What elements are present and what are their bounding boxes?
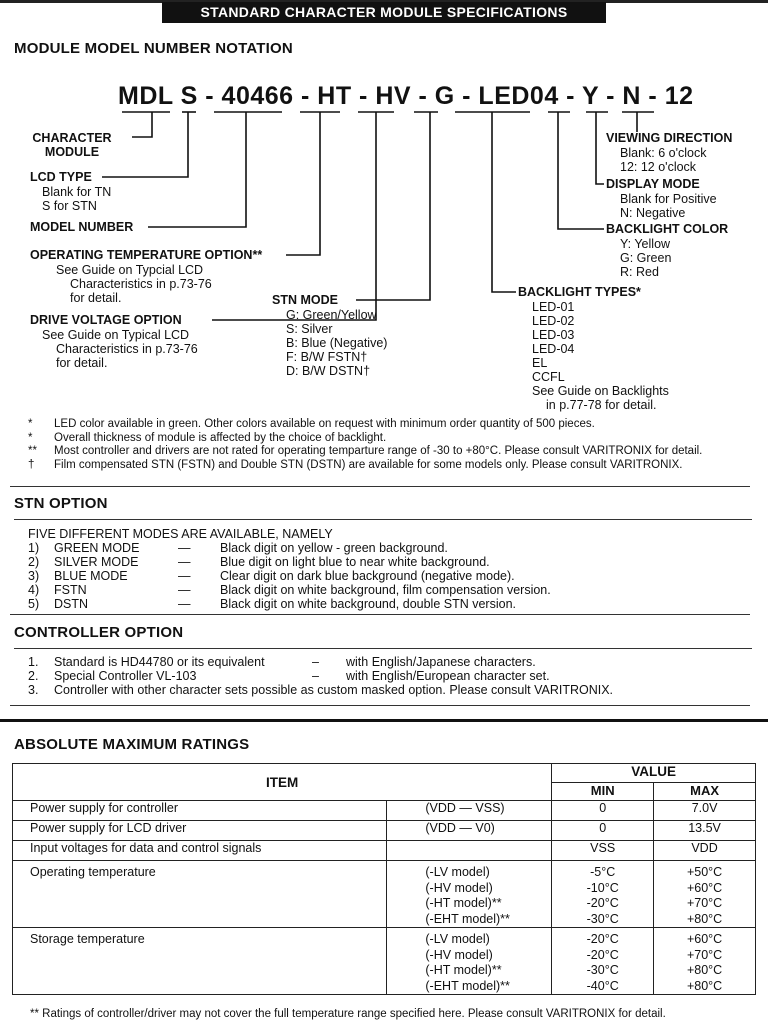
table-row: Storage temperature (-LV model) (-HV model) (-HT model)** (-EHT model)** -20°C -20°C -30°C -40°C +60°C +70°C +80°C +80°C <box>13 928 756 995</box>
footnote: * Overall thickness of module is affected by the choice of backlight. <box>28 431 387 444</box>
table-row: Input voltages for data and control signals VSS VDD <box>13 841 756 861</box>
stn-option-heading: STN OPTION <box>14 495 108 512</box>
table-row: Power supply for controller (VDD — VSS) 0 7.0V <box>13 801 756 821</box>
list-item: 4) FSTN — Black digit on white background, film compensation version. <box>28 583 551 597</box>
footnote: † Film compensated STN (FSTN) and Double STN (DSTN) are available for some models only. Please consult VARITRONIX. <box>28 458 683 471</box>
footnote: * LED color available in green. Other colors available on request with minimum order quantity of 500 pieces. <box>28 418 595 430</box>
character-module-label: CHARACTER MODULE <box>32 131 112 159</box>
lcd-type-block: LCD TYPE Blank for TN S for STN <box>30 170 112 213</box>
op-temp-block: OPERATING TEMPERATURE OPTION** See Guide on Typcial LCD Characteristics in p.73-76 for detail. <box>30 248 263 305</box>
section-rule <box>0 719 768 722</box>
controller-option-heading: CONTROLLER OPTION <box>14 624 184 641</box>
page-banner: STANDARD CHARACTER MODULE SPECIFICATIONS <box>162 2 606 23</box>
header-min: MIN <box>552 782 654 801</box>
table-row: Power supply for LCD driver (VDD — V0) 0 13.5V <box>13 821 756 841</box>
drive-voltage-block: DRIVE VOLTAGE OPTION See Guide on Typical LCD Characteristics in p.73-76 for detail. <box>30 313 198 370</box>
model-number-label: MODEL NUMBER <box>30 220 134 234</box>
header-value: VALUE <box>552 764 756 783</box>
divider <box>14 519 752 520</box>
footnote: ** Most controller and drivers are not rated for operating temparture range of -30 to +80°C. Please consult VARITRONIX for detail. <box>28 445 703 457</box>
list-item: 5) DSTN — Black digit on white background, double STN version. <box>28 597 516 611</box>
controller-list <box>28 655 748 697</box>
list-item: 2. Special Controller VL-103 – with English/European character set. <box>28 669 550 683</box>
stn-mode-list <box>28 541 748 611</box>
backlight-color-block: BACKLIGHT COLOR Y: Yellow G: Green R: Red <box>606 222 729 279</box>
list-item: 3) BLUE MODE — Clear digit on dark blue background (negative mode). <box>28 569 515 583</box>
notation-footnotes <box>28 418 740 471</box>
table-row: Operating temperature (-LV model) (-HV model) (-HT model)** (-EHT model)** -5°C -10°C -20°C -30°C +50°C +60°C +70°C +80°C <box>13 861 756 928</box>
ratings-footnote: ** Ratings of controller/driver may not cover the full temperature range specified here. Please consult VARITRONIX for detail. <box>30 1008 666 1020</box>
header-item: ITEM <box>13 764 552 801</box>
list-item: 2) SILVER MODE — Blue digit on light blue to near white background. <box>28 555 490 569</box>
notation-heading: MODULE MODEL NUMBER NOTATION <box>14 40 293 57</box>
ratings-table <box>12 763 756 995</box>
list-item: 1. Standard is HD44780 or its equivalent – with English/Japanese characters. <box>28 655 536 669</box>
divider <box>14 648 752 649</box>
list-item: 3. Controller with other character sets possible as custom masked option. Please consult VARITRONIX. <box>28 683 614 697</box>
divider <box>10 614 750 615</box>
stn-option-intro: FIVE DIFFERENT MODES ARE AVAILABLE, NAMELY <box>28 527 333 541</box>
viewing-direction-block: VIEWING DIRECTION Blank: 6 o'clock 12: 12 o'clock <box>606 131 733 174</box>
display-mode-block: DISPLAY MODE Blank for Positive N: Negative <box>606 177 717 220</box>
backlight-types-block: BACKLIGHT TYPES* LED-01 LED-02 LED-03 LED-04 EL CCFL See Guide on Backlights in p.77-78 for detail. <box>518 285 669 412</box>
divider <box>10 705 750 706</box>
divider <box>10 486 750 487</box>
list-item: 1) GREEN MODE — Black digit on yellow - green background. <box>28 541 448 555</box>
model-string: MDL S - 40466 - HT - HV - G - LED04 - Y - N - 12 <box>118 82 694 110</box>
stn-mode-block: STN MODE G: Green/Yellow S: Silver B: Blue (Negative) F: B/W FSTN† D: B/W DSTN† <box>272 293 388 378</box>
ratings-heading: ABSOLUTE MAXIMUM RATINGS <box>14 736 250 753</box>
header-max: MAX <box>654 782 756 801</box>
